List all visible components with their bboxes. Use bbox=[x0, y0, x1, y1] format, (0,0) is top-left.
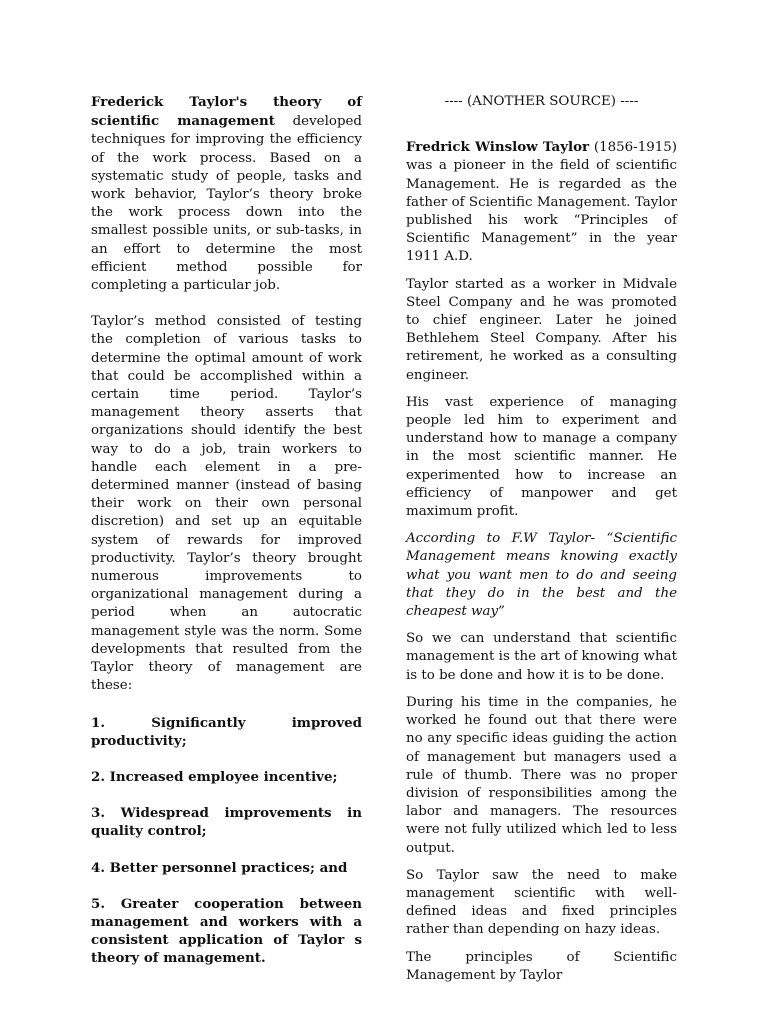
method-paragraph: Taylor’s method consisted of testing the completion of various tasks to determine the optimal amount of work that could be accomplished within a certain time period. Taylor’s management theory asserts that organizations should identify the best way to do a job, train workers to handle each element in a pre-determined manner (instead of basing their work on their own personal discretion) and set up an equitable system of rewards for improved productivity. Taylor’s theory brought numerous improvements to organizational management during a period when an autocratic management style was the norm. Some developments that resulted from the Taylor theory of management are these: bbox=[91, 314, 362, 694]
intro-paragraph bbox=[91, 93, 362, 295]
bio-body: was a pioneer in the field of scientific Management. He is regarded as the father of Scientific Management. Taylor published his work “Principles of Scientific Management” in the year 1911 A.D. bbox=[406, 158, 677, 265]
quote-paragraph: According to F.W Taylor- “Scientific Management means knowing exactly what you want men to do and seeing that they do in the best and the cheapest way” bbox=[406, 531, 677, 620]
companies-paragraph: During his time in the companies, he worked he found out that there were no any specific ideas guiding the action of management but managers used a rule of thumb. There was no proper division of responsibilities among the labor and managers. The resources were not fully utilized which led to less output. bbox=[406, 694, 677, 856]
person-years: (1856-1915) bbox=[589, 140, 678, 156]
need-paragraph: So Taylor saw the need to make management scientific with well-defined ideas and fixed principles rather than depending on hazy ideas. bbox=[406, 867, 677, 938]
person-name: Fredrick Winslow Taylor bbox=[406, 139, 590, 156]
career-paragraph: Taylor started as a worker in Midvale Steel Company and he was promoted to chief engineer. Later he joined Bethlehem Steel Company. After his retirement, he worked as a consulting engineer. bbox=[406, 276, 677, 383]
bio-paragraph bbox=[406, 138, 677, 266]
list-item-4: 4. Better personnel practices; and bbox=[91, 859, 348, 876]
principles-paragraph: The principles of Scientific Management by Taylor bbox=[406, 949, 677, 983]
intro-body: developed techniques for improving the efficiency of the work process. Based on a systematic study of people, tasks and work behavior, Taylor’s theory broke the work process down into the smallest possible units, or sub-tasks, in an effort to determine the most efficient method possible for completing a particular job. bbox=[91, 114, 363, 294]
understanding-paragraph: So we can understand that scientific management is the art of knowing what is to be done and how it is to be done. bbox=[406, 631, 678, 683]
left-column bbox=[91, 93, 362, 986]
right-column bbox=[406, 93, 677, 994]
list-item-1: 1. Significantly improved productivity; bbox=[91, 714, 362, 749]
list-item-5: 5. Greater cooperation between management and workers with a consistent application of Taylor s theory of management. bbox=[91, 895, 362, 967]
source-header: ---- (ANOTHER SOURCE) ---- bbox=[444, 94, 639, 109]
list-item-3: 3. Widespread improvements in quality control; bbox=[91, 805, 362, 840]
intro-title: Frederick Taylor's theory of scientific management bbox=[91, 94, 362, 130]
experience-paragraph: His vast experience of managing people led him to experiment and understand how to manage a company in the most scientific manner. He experimented how to increase an efficiency of manpower and get maximum profit. bbox=[406, 394, 677, 520]
list-item-2: 2. Increased employee incentive; bbox=[91, 768, 338, 785]
